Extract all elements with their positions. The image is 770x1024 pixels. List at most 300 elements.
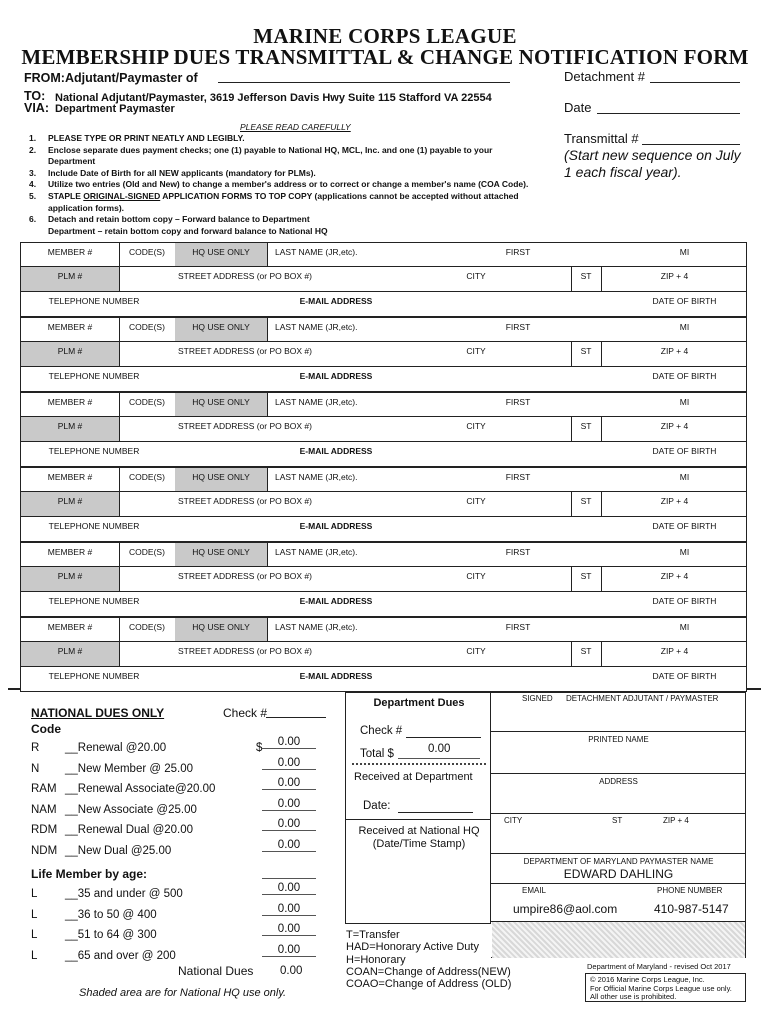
address-row[interactable] (20, 267, 747, 292)
instruction-number: 4. (29, 179, 37, 190)
state-cell (571, 417, 601, 441)
street-address-cell (119, 417, 371, 441)
zip-cell (601, 342, 748, 366)
hq-use-only-cell-text: HQ USE ONLY (192, 547, 250, 557)
hq-use-only-cell-text: HQ USE ONLY (192, 247, 250, 257)
street-address-cell-text: STREET ADDRESS (or PO BOX #) (178, 271, 312, 281)
hq-use-only-cell (175, 393, 267, 416)
dept-paymaster-label: DEPARTMENT OF MARYLAND PAYMASTER NAME (523, 857, 714, 866)
life-amount-field[interactable]: 0.00 (262, 944, 316, 957)
instruction-number: 5. (29, 191, 37, 201)
shaded-area-note: Shaded area are for National HQ use only. (79, 987, 287, 999)
zip-cell-text: ZIP + 4 (660, 346, 689, 356)
from-label: FROM:Adjutant/Paymaster of (24, 71, 198, 85)
city-cell-text: CITY (466, 346, 486, 356)
zip-cell-text: ZIP + 4 (660, 421, 689, 431)
email-cell-text: E-MAIL ADDRESS (299, 521, 373, 531)
contact-row[interactable] (20, 667, 747, 692)
dues-amount-field[interactable]: 0.00 (262, 777, 316, 790)
signature-block (491, 692, 746, 958)
detachment-field[interactable] (650, 82, 740, 83)
street-address-cell-text: STREET ADDRESS (or PO BOX #) (178, 346, 312, 356)
date-label: Date (564, 100, 592, 115)
last-name-cell (275, 618, 415, 641)
street-address-cell (119, 492, 371, 516)
dues-amount-field[interactable]: 0.00 (262, 818, 316, 831)
dept-paymaster-name: EDWARD DAHLING (563, 867, 674, 881)
zip-cell (601, 567, 748, 591)
state-cell-text: ST (580, 571, 592, 581)
plm-number-cell-text: PLM # (57, 646, 83, 656)
contact-row[interactable] (20, 517, 747, 542)
plm-number-cell (21, 567, 119, 591)
codes-cell-text: CODE(S) (129, 547, 165, 557)
street-address-cell (119, 642, 371, 666)
telephone-cell-text: TELEPHONE NUMBER (48, 371, 140, 381)
middle-initial-cell-text: MI (679, 322, 690, 332)
adjutant-label: DETACHMENT ADJUTANT / PAYMASTER (566, 694, 719, 703)
date-of-birth-cell (621, 667, 748, 691)
life-code: L (31, 908, 38, 921)
hq-use-only-cell (175, 243, 267, 266)
detachment-label: Detachment # (564, 69, 645, 84)
copyright-line-3: All other use is prohibited. (590, 992, 677, 1001)
email-cell (261, 292, 411, 316)
city-cell (421, 642, 531, 666)
middle-initial-cell (621, 393, 748, 416)
last-name-cell-text: LAST NAME (JR,etc). (275, 247, 358, 257)
form-subtitle: MEMBERSHIP DUES TRANSMITTAL & CHANGE NOTIFICATION FORM (21, 45, 749, 69)
department-dues-heading: Department Dues (373, 697, 465, 709)
dues-code: NDM (31, 845, 58, 857)
email-cell (261, 517, 411, 541)
email-cell (261, 667, 411, 691)
date-of-birth-cell-text: DATE OF BIRTH (652, 446, 717, 456)
dues-code: RAM (31, 783, 57, 796)
codes-cell-text: CODE(S) (129, 397, 165, 407)
form-title: MARINE CORPS LEAGUE (253, 24, 517, 48)
member-number-cell-text: MEMBER # (47, 622, 93, 632)
last-name-cell (275, 243, 415, 266)
life-member-label: Life Member by age: (31, 867, 148, 881)
email-cell-text: E-MAIL ADDRESS (299, 296, 373, 306)
city-cell-text: CITY (466, 496, 486, 506)
instruction-text: application forms). (48, 202, 125, 213)
copyright-line-1: © 2016 Marine Corps League, Inc. (590, 975, 705, 984)
national-dues-heading: NATIONAL DUES ONLY (31, 706, 165, 720)
email-label: EMAIL (522, 886, 547, 895)
fold-mark-right (747, 688, 761, 690)
hq-use-only-cell-text: HQ USE ONLY (192, 322, 250, 332)
first-name-cell-text: FIRST (505, 322, 531, 332)
zip-cell (601, 417, 748, 441)
hq-use-only-cell (175, 543, 267, 566)
first-name-cell-text: FIRST (505, 247, 531, 257)
member-number-cell (21, 318, 119, 341)
code-label: Code (31, 722, 61, 736)
first-name-cell (471, 243, 565, 266)
instruction-text: Utilize two entries (Old and New) to change a member's address or to correct or change a member's name (COA Code). (48, 179, 529, 190)
dues-description: __New Dual @25.00 (65, 845, 172, 857)
zip-cell (601, 642, 748, 666)
life-member-divider (262, 878, 316, 879)
member-row[interactable] (20, 542, 747, 567)
zip-cell-text: ZIP + 4 (660, 496, 689, 506)
to-text: National Adjutant/Paymaster, 3619 Jefferson Davis Hwy Suite 115 Stafford VA 22554 (55, 92, 492, 104)
national-dues-total: 0.00 (280, 965, 303, 977)
instructions-list (29, 133, 559, 243)
member-number-cell (21, 393, 119, 416)
email-cell-text: E-MAIL ADDRESS (299, 671, 373, 681)
member-row[interactable] (20, 242, 747, 267)
plm-number-cell (21, 492, 119, 516)
telephone-cell (21, 592, 167, 616)
codes-cell (119, 318, 175, 341)
life-code: L (31, 888, 38, 900)
email-value: umpire86@aol.com (513, 902, 618, 916)
life-amount-field[interactable]: 0.00 (262, 882, 316, 895)
date-of-birth-cell (621, 442, 748, 466)
middle-initial-cell-text: MI (679, 547, 690, 557)
grid-divider (267, 243, 268, 266)
email-cell (261, 592, 411, 616)
state-cell-text: ST (580, 271, 592, 281)
city-cell-text: CITY (466, 421, 486, 431)
member-row[interactable] (20, 392, 747, 417)
email-cell-text: E-MAIL ADDRESS (299, 446, 373, 456)
dues-description: __Renewal Dual @20.00 (65, 824, 194, 837)
life-description: __36 to 50 @ 400 (65, 908, 157, 921)
street-address-cell-text: STREET ADDRESS (or PO BOX #) (178, 646, 312, 656)
address-row[interactable] (20, 417, 747, 442)
last-name-cell (275, 468, 415, 491)
address-row[interactable] (20, 492, 747, 517)
sig-st-label: ST (612, 816, 623, 825)
address-row[interactable] (20, 342, 747, 367)
instruction-text: Department (48, 156, 96, 167)
last-name-cell-text: LAST NAME (JR,etc). (275, 472, 358, 482)
telephone-cell (21, 367, 167, 391)
zip-cell-text: ZIP + 4 (660, 271, 689, 281)
telephone-cell (21, 442, 167, 466)
first-name-cell (471, 318, 565, 341)
date-of-birth-cell-text: DATE OF BIRTH (652, 296, 717, 306)
telephone-cell-text: TELEPHONE NUMBER (48, 671, 140, 681)
city-cell-text: CITY (466, 271, 486, 281)
codes-cell (119, 618, 175, 641)
date-of-birth-cell (621, 367, 748, 391)
plm-number-cell-text: PLM # (57, 346, 83, 356)
hq-use-shaded-area (492, 922, 745, 958)
date-of-birth-cell (621, 517, 748, 541)
date-field[interactable] (597, 113, 740, 114)
street-address-cell-text: STREET ADDRESS (or PO BOX #) (178, 421, 312, 431)
contact-row[interactable] (20, 592, 747, 617)
address-row[interactable] (20, 642, 747, 667)
middle-initial-cell-text: MI (679, 397, 690, 407)
member-number-cell (21, 618, 119, 641)
fold-mark-left (8, 688, 20, 690)
last-name-cell (275, 393, 415, 416)
middle-initial-cell (621, 243, 748, 266)
dues-description: __Renewal @20.00 (65, 742, 167, 754)
codes-cell-text: CODE(S) (129, 322, 165, 332)
copyright-line-2: For Official Marine Corps League use only. (590, 983, 732, 993)
instruction-text: PLEASE TYPE OR PRINT NEATLY AND LEGIBLY. (48, 133, 245, 143)
codes-cell-text: CODE(S) (129, 247, 165, 257)
instruction-number: 1. (29, 133, 37, 143)
plm-number-cell (21, 417, 119, 441)
instruction-text (48, 191, 519, 203)
instruction-text: Department – retain bottom copy and forward balance to National HQ (48, 225, 328, 236)
date-of-birth-cell-text: DATE OF BIRTH (652, 671, 717, 681)
email-cell-text: E-MAIL ADDRESS (299, 596, 373, 606)
state-cell-text: ST (580, 421, 592, 431)
address-label: ADDRESS (599, 777, 638, 786)
legend-item: COAO=Change of Address (OLD) (346, 978, 512, 991)
telephone-cell-text: TELEPHONE NUMBER (48, 521, 140, 531)
member-number-cell (21, 543, 119, 566)
national-dues-total-label: National Dues (178, 964, 254, 978)
phone-value: 410-987-5147 (654, 902, 729, 916)
dues-description: __New Member @ 25.00 (65, 762, 194, 775)
dept-check-field[interactable] (406, 737, 481, 738)
last-name-cell-text: LAST NAME (JR,etc). (275, 322, 358, 332)
via-text: Department Paymaster (55, 103, 175, 115)
email-cell (261, 442, 411, 466)
zip-cell (601, 267, 748, 291)
phone-label: PHONE NUMBER (657, 886, 723, 895)
grid-divider (267, 318, 268, 341)
last-name-cell (275, 543, 415, 566)
codes-cell-text: CODE(S) (129, 622, 165, 632)
dues-amount-field[interactable]: 0.00 (262, 757, 316, 770)
member-number-cell (21, 468, 119, 491)
plm-number-cell-text: PLM # (57, 271, 83, 281)
first-name-cell-text: FIRST (505, 397, 531, 407)
received-hq-label: Received at National HQ (358, 825, 480, 837)
member-row[interactable] (20, 317, 747, 342)
transmittal-label: Transmittal # (564, 131, 639, 146)
member-number-cell (21, 243, 119, 266)
address-row[interactable] (20, 567, 747, 592)
signed-label: SIGNED (522, 694, 553, 703)
dept-total-underline (398, 758, 480, 759)
life-description: __65 and over @ 200 (65, 949, 176, 962)
grid-divider (267, 468, 268, 491)
legend-item: HAD=Honorary Active Duty (346, 941, 479, 954)
first-name-cell (471, 618, 565, 641)
hq-use-only-cell (175, 618, 267, 641)
instruction-text-part: APPLICATION FORMS TO TOP COPY (applications cannot be accepted without attached (160, 191, 519, 201)
telephone-cell (21, 517, 167, 541)
street-address-cell-text: STREET ADDRESS (or PO BOX #) (178, 571, 312, 581)
codes-cell-text: CODE(S) (129, 472, 165, 482)
last-name-cell-text: LAST NAME (JR,etc). (275, 622, 358, 632)
transmittal-field[interactable] (642, 144, 740, 145)
zip-cell-text: ZIP + 4 (660, 646, 689, 656)
instruction-underlined-text: ORIGINAL-SIGNED (83, 191, 161, 201)
instruction-number: 2. (29, 144, 37, 155)
from-field[interactable] (218, 82, 510, 83)
member-number-cell-text: MEMBER # (47, 397, 93, 407)
grid-divider (267, 393, 268, 416)
hq-use-only-cell (175, 468, 267, 491)
printed-name-label: PRINTED NAME (588, 735, 649, 744)
city-cell-text: CITY (466, 571, 486, 581)
instruction-number: 6. (29, 214, 37, 225)
hq-use-only-cell-text: HQ USE ONLY (192, 622, 250, 632)
dues-code: NAM (31, 803, 57, 816)
instruction-number: 3. (29, 167, 37, 178)
date-of-birth-cell (621, 292, 748, 316)
via-label: VIA: (24, 101, 49, 115)
dept-date-field[interactable] (398, 812, 473, 813)
grid-divider (267, 543, 268, 566)
first-name-cell-text: FIRST (505, 547, 531, 557)
codes-cell (119, 543, 175, 566)
national-check-field[interactable] (266, 717, 326, 718)
life-code: L (31, 949, 38, 962)
sig-divider-4 (491, 853, 746, 854)
contact-row[interactable] (20, 367, 747, 392)
instruction-text: Detach and retain bottom copy – Forward balance to Department (48, 214, 310, 225)
received-hq-sub: (Date/Time Stamp) (372, 838, 466, 850)
legend-item: COAN=Change of Address(NEW) (346, 965, 511, 978)
grid-divider (267, 618, 268, 641)
dues-amount-field[interactable]: 0.00 (262, 798, 316, 811)
member-row[interactable] (20, 467, 747, 492)
contact-row[interactable] (20, 292, 747, 317)
email-cell-text: E-MAIL ADDRESS (299, 371, 373, 381)
instruction-text: Enclose separate dues payment checks; one (1) payable to National HQ, MCL, Inc. and one (1) payable to your (48, 144, 493, 155)
codes-cell (119, 243, 175, 266)
telephone-cell-text: TELEPHONE NUMBER (48, 296, 140, 306)
zip-cell (601, 492, 748, 516)
life-description: __51 to 64 @ 300 (65, 929, 157, 942)
member-number-cell-text: MEMBER # (47, 547, 93, 557)
sig-divider-5 (491, 883, 746, 884)
city-cell-text: CITY (466, 646, 486, 656)
middle-initial-cell-text: MI (679, 472, 690, 482)
plm-number-cell-text: PLM # (57, 571, 83, 581)
dues-description: __New Associate @25.00 (65, 803, 197, 816)
member-number-cell-text: MEMBER # (47, 247, 93, 257)
city-cell (421, 567, 531, 591)
dollar-sign: $ (256, 742, 263, 754)
hq-use-only-cell (175, 318, 267, 341)
member-number-cell-text: MEMBER # (47, 472, 93, 482)
middle-initial-cell (621, 468, 748, 491)
street-address-cell-text: STREET ADDRESS (or PO BOX #) (178, 496, 312, 506)
dept-total-value: 0.00 (428, 743, 451, 755)
member-row[interactable] (20, 617, 747, 642)
dept-check-label: Check # (360, 725, 403, 737)
telephone-cell (21, 292, 167, 316)
sig-city-label: CITY (504, 816, 523, 825)
legend-item: T=Transfer (346, 929, 400, 941)
instruction-text-part: STAPLE (48, 191, 84, 201)
to-label: TO: (24, 89, 46, 103)
street-address-cell (119, 567, 371, 591)
street-address-cell (119, 342, 371, 366)
dept-section-divider (346, 819, 490, 820)
last-name-cell (275, 318, 415, 341)
zip-cell-text: ZIP + 4 (660, 571, 689, 581)
national-check-label: Check # (223, 706, 268, 720)
copyright-box (585, 973, 746, 1002)
life-amount-field[interactable]: 0.00 (262, 903, 316, 916)
codes-cell (119, 468, 175, 491)
state-cell-text: ST (580, 346, 592, 356)
dept-total-label: Total $ (360, 748, 394, 760)
middle-initial-cell (621, 318, 748, 341)
instruction-text: Include Date of Birth for all NEW applicants (mandatory for PLMs). (48, 167, 316, 178)
city-cell (421, 267, 531, 291)
city-cell (421, 417, 531, 441)
dues-code: RDM (31, 824, 58, 837)
sig-divider-3 (491, 813, 746, 814)
sig-zip-label: ZIP + 4 (663, 816, 689, 825)
telephone-cell-text: TELEPHONE NUMBER (48, 446, 140, 456)
member-number-cell-text: MEMBER # (47, 322, 93, 332)
legend-item: H=Honorary (346, 953, 406, 966)
plm-number-cell-text: PLM # (57, 421, 83, 431)
instructions-heading: PLEASE READ CAREFULLY (240, 122, 351, 132)
dues-code: N (31, 762, 40, 775)
date-of-birth-cell-text: DATE OF BIRTH (652, 596, 717, 606)
last-name-cell-text: LAST NAME (JR,etc). (275, 397, 358, 407)
sig-divider-1 (491, 731, 746, 732)
telephone-cell (21, 667, 167, 691)
state-cell (571, 492, 601, 516)
middle-initial-cell (621, 543, 748, 566)
plm-number-cell (21, 267, 119, 291)
first-name-cell (471, 393, 565, 416)
sig-divider-2 (491, 773, 746, 774)
received-dept-label: Received at Department (354, 771, 473, 783)
contact-row[interactable] (20, 442, 747, 467)
date-of-birth-cell-text: DATE OF BIRTH (652, 371, 717, 381)
state-cell-text: ST (580, 646, 592, 656)
dues-amount-field[interactable]: 0.00 (262, 839, 316, 852)
middle-initial-cell-text: MI (679, 247, 690, 257)
department-dues-box (345, 692, 491, 924)
first-name-cell (471, 543, 565, 566)
first-name-cell (471, 468, 565, 491)
life-amount-field[interactable]: 0.00 (262, 923, 316, 936)
state-cell (571, 342, 601, 366)
dues-code: R (31, 742, 40, 754)
dues-amount-field[interactable]: 0.00 (262, 736, 316, 749)
sequence-note: (Start new sequence on July 1 each fiscal year). (564, 147, 741, 180)
state-cell (571, 642, 601, 666)
state-cell-text: ST (580, 496, 592, 506)
middle-initial-cell (621, 618, 748, 641)
plm-number-cell (21, 342, 119, 366)
city-cell (421, 492, 531, 516)
middle-initial-cell-text: MI (679, 622, 690, 632)
city-cell (421, 342, 531, 366)
date-of-birth-cell (621, 592, 748, 616)
telephone-cell-text: TELEPHONE NUMBER (48, 596, 140, 606)
hq-use-only-cell-text: HQ USE ONLY (192, 472, 250, 482)
street-address-cell (119, 267, 371, 291)
life-description: __35 and under @ 500 (65, 888, 183, 900)
last-name-cell-text: LAST NAME (JR,etc). (275, 547, 358, 557)
first-name-cell-text: FIRST (505, 472, 531, 482)
email-cell (261, 367, 411, 391)
